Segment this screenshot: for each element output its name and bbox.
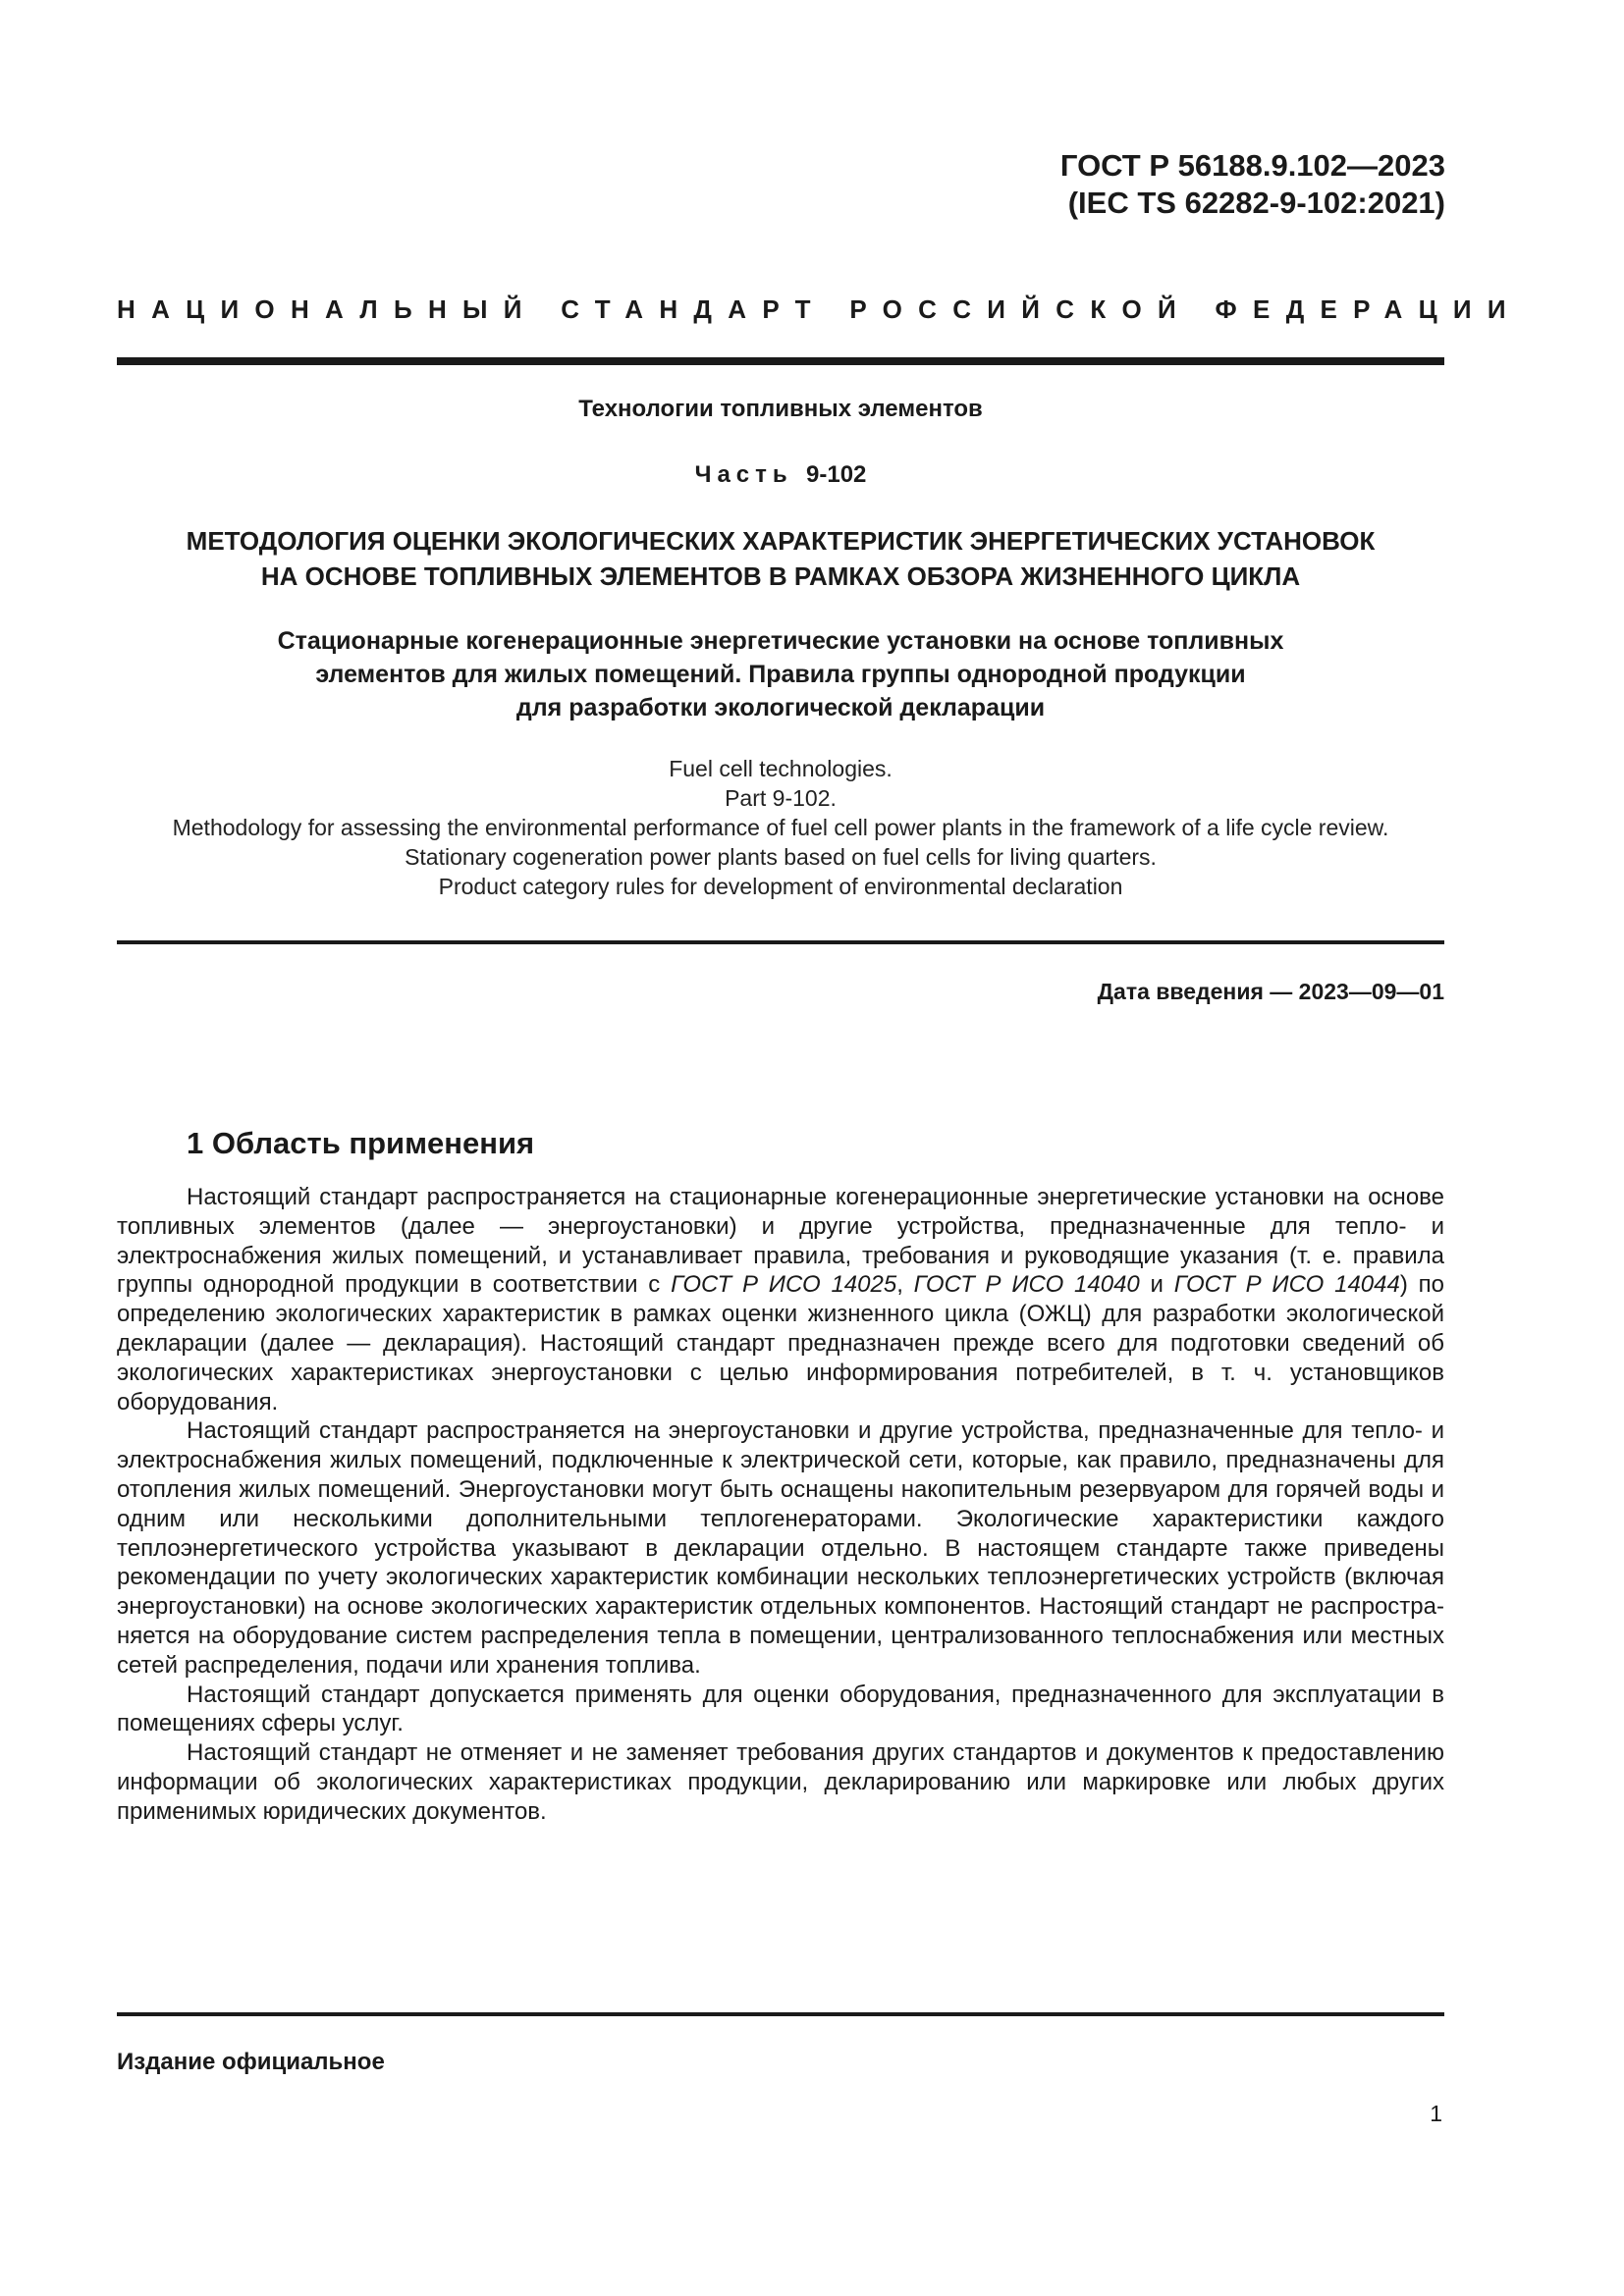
section-body xyxy=(117,1183,1444,1827)
subtitle-line: для разработки экологической декларации xyxy=(515,694,1046,721)
introduction-date: Дата введения — 2023—09—01 xyxy=(1097,979,1444,1004)
subtitle xyxy=(108,624,1453,724)
subtitle-line: Стационарные когенерационные энергетические установки на основе топливных xyxy=(277,627,1284,655)
english-title xyxy=(108,754,1453,901)
page-number: 1 xyxy=(1430,2101,1442,2126)
part-word: Часть xyxy=(694,461,793,488)
edition-label: Издание официальное xyxy=(117,2049,385,2075)
paragraph: Настоящий стандарт допускается применять для оценки оборудования, предназначенного для эксплуатации в помещениях сферы услуг. xyxy=(117,1681,1444,1737)
part-title xyxy=(108,461,1453,489)
english-title-line: Product category rules for development of environmental declaration xyxy=(438,874,1123,899)
reference-link: ГОСТ Р ИСО 14025 xyxy=(671,1271,897,1299)
paragraph: Настоящий стандарт распространяется на стационарные когенерационные энергетические установки на основе топливных элементов (далее — энергоустановки) и другие устройства, предназначенные для тепло- и электроснабжения жилых помещений, и устанавливает правила, требования и руководящие указания (т. е. правила группы однородной продукции в соответствии с ГОСТ Р ИСО 14025, ГОСТ Р ИСО 14040 и ГОСТ Р ИСО 14044) по определению экологических характеристик в рамках оценки жизненного цикла (ОЖЦ) для разработки экологической декларации (далее — декларация). Настоящий стандарт предназначен прежде всего для подготовки сведений об экологических характеристиках энергоустановки с целью информирования потребителей, в т. ч. установщиков оборудования. xyxy=(117,1184,1444,1415)
footer-rule xyxy=(117,2012,1444,2016)
reference-link: ГОСТ Р ИСО 14040 xyxy=(913,1271,1140,1299)
paragraph: Настоящий стандарт распространяется на энергоустановки и другие устройства, предназначенные для тепло- и электроснабжения жилых помещений, подключенные к электрической сети, которые, как правило, предназначены для отопления жилых помещений. Энергоустановки могут быть оснащены накопительным резервуаром для горячей воды и одним или несколькими дополнительными теплогенераторами. Экологические характеристики каждого теплоэнергетического устройства указывают в декларации отдельно. В настоящем стандарте также приведены рекомендации по учету экологических характеристик комбинации нескольких теплоэнергетических устройств (включая энергоустановки) на основе экологических характеристик отдельных компонентов. Настоящий стандарт не распространяется на оборудование систем распределения тепла в помещении, централизованного теплоснабжения или местных сетей распределения, подачи или хранения топлива. xyxy=(117,1417,1444,1679)
main-title-line: НА ОСНОВЕ ТОПЛИВНЫХ ЭЛЕМЕНТОВ В РАМКАХ ОБЗОРА ЖИЗНЕННОГО ЦИКЛА xyxy=(260,561,1301,591)
paragraph: Настоящий стандарт не отменяет и не заменяет требования других стандартов и документов к предоставлению информации об экологических характеристиках продукции, декларированию или маркировке или любых других применимых юридических документов. xyxy=(117,1739,1444,1825)
main-title-line: МЕТОДОЛОГИЯ ОЦЕНКИ ЭКОЛОГИЧЕСКИХ ХАРАКТЕРИСТИК ЭНЕРГЕТИЧЕСКИХ УСТАНОВОК xyxy=(186,526,1376,556)
english-title-line: Methodology for assessing the environmental performance of fuel cell power plants in the framework of a life cycle review. xyxy=(172,815,1389,840)
english-title-line: Part 9-102. xyxy=(725,785,837,811)
iec-number: (IEC TS 62282-9-102:2021) xyxy=(1067,186,1445,220)
technology-title: Технологии топливных элементов xyxy=(578,396,983,422)
english-title-line: Fuel cell technologies. xyxy=(669,756,893,781)
reference-link: ГОСТ Р ИСО 14044 xyxy=(1173,1271,1400,1299)
top-rule xyxy=(117,357,1444,365)
subtitle-line: элементов для жилых помещений. Правила группы однородной продукции xyxy=(315,661,1246,688)
english-title-line: Stationary cogeneration power plants based on fuel cells for living quarters. xyxy=(405,844,1157,870)
title-bottom-rule xyxy=(117,940,1444,944)
national-standard-heading: НАЦИОНАЛЬНЫЙ СТАНДАРТ РОССИЙСКОЙ ФЕДЕРАЦИИ xyxy=(117,294,1522,324)
standard-number: ГОСТ Р 56188.9.102—2023 xyxy=(1059,148,1445,183)
main-title xyxy=(108,523,1453,594)
standard-designation xyxy=(1060,147,1445,222)
section-heading: 1 Область применения xyxy=(187,1126,535,1160)
part-number: 9-102 xyxy=(806,461,867,488)
